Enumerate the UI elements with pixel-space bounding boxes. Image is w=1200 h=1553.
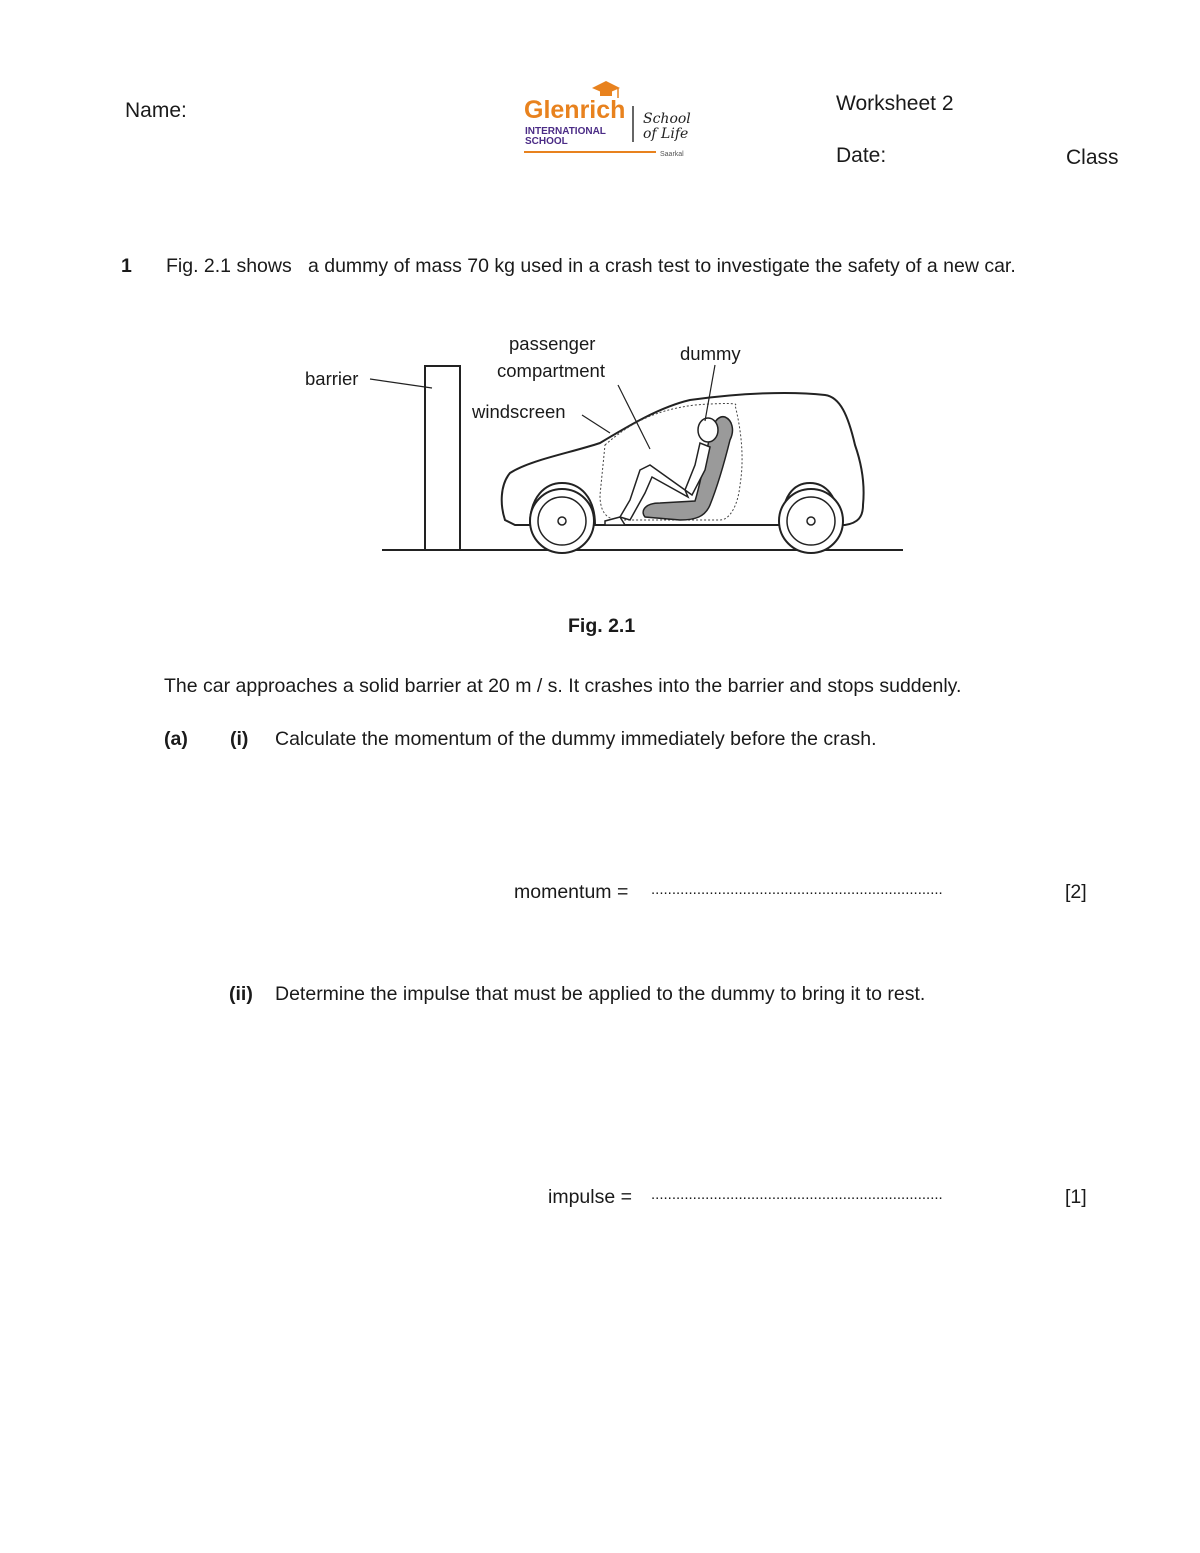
- impulse-label: impulse =: [548, 1186, 632, 1208]
- label-passenger-line2: compartment: [497, 360, 605, 381]
- label-barrier: barrier: [305, 368, 359, 389]
- part-a-i-label: (i): [230, 728, 249, 750]
- part-a-ii-text: Determine the impulse that must be applied to the dummy to bring it to rest.: [275, 983, 926, 1005]
- rear-wheel: [779, 489, 843, 553]
- marks-a-i: [2]: [1065, 881, 1087, 903]
- school-logo: [520, 74, 702, 160]
- label-passenger-line1: passenger: [509, 333, 596, 354]
- part-a-label: (a): [164, 728, 188, 750]
- label-dummy: dummy: [680, 343, 741, 364]
- scenario-text: The car approaches a solid barrier at 20 m / s. It crashes into the barrier and stops suddenly.: [164, 675, 962, 697]
- momentum-label: momentum =: [514, 881, 629, 903]
- name-label: Name:: [125, 99, 187, 122]
- part-a-i-text: Calculate the momentum of the dummy immediately before the crash.: [275, 728, 877, 750]
- marks-a-ii: [1]: [1065, 1186, 1087, 1208]
- figure-caption: Fig. 2.1: [568, 615, 636, 637]
- momentum-answer-line[interactable]: ......................................................................: [651, 881, 943, 898]
- logo-tagline-1: School: [643, 111, 691, 127]
- logo-line3: SCHOOL: [525, 136, 568, 147]
- part-a-ii-label: (ii): [229, 983, 253, 1005]
- front-wheel: [530, 489, 594, 553]
- logo-location: Saarkal: [660, 151, 684, 158]
- barrier: [425, 366, 460, 550]
- question-number: 1: [121, 255, 132, 277]
- worksheet-title: Worksheet 2: [836, 92, 954, 115]
- class-label: Class: [1066, 146, 1119, 169]
- crash-test-figure: [300, 325, 910, 560]
- logo-line2: INTERNATIONAL: [525, 126, 606, 137]
- logo-tagline-2: of Life: [643, 126, 689, 142]
- label-windscreen: windscreen: [472, 401, 566, 422]
- logo-school-name: Glenrich: [524, 96, 626, 124]
- question-intro: Fig. 2.1 shows a dummy of mass 70 kg used in a crash test to investigate the safety of a new car.: [166, 255, 1016, 277]
- date-label: Date:: [836, 144, 887, 167]
- impulse-answer-line[interactable]: ......................................................................: [651, 1186, 943, 1203]
